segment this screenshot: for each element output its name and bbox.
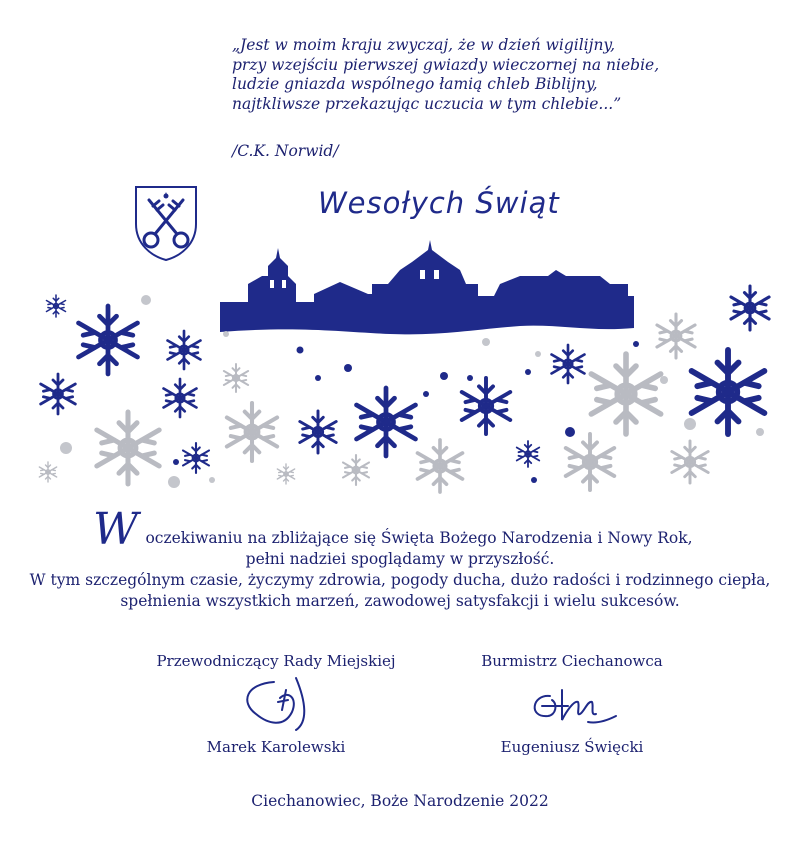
signatory-name: Eugeniusz Święcki: [500, 738, 644, 756]
greeting-title: Wesołych Świąt: [318, 186, 560, 220]
wish-line: W tym szczególnym czasie, życzymy zdrowia, pogody ducha, dużo radości i rodzinnego ciepła,: [29, 571, 771, 589]
handwritten-signature: [226, 672, 326, 736]
signatory-role: Przewodniczący Rady Miejskiej: [156, 652, 396, 670]
quote-line: przy wzejściu pierwszej gwiazdy wieczornej na niebie,: [232, 55, 660, 74]
signatory-role: Burmistrz Ciechanowca: [481, 652, 663, 670]
quote-line: ludzie gniazda wspólnego łamią chleb Biblijny,: [232, 75, 598, 93]
winter-skyline-illustration: [0, 236, 800, 496]
quote-author: /C.K. Norwid/: [232, 142, 339, 160]
wish-line: oczekiwaniu na zbliżające się Święta Bożego Narodzenia i Nowy Rok,: [145, 529, 693, 547]
wish-line: spełnienia wszystkich marzeń, zawodowej satysfakcji i wielu sukcesów.: [120, 592, 680, 610]
norwid-quote: [232, 36, 659, 114]
place-and-date: Ciechanowiec, Boże Narodzenie 2022: [251, 792, 549, 810]
quote-line: „Jest w moim kraju zwyczaj, że w dzień wigilijny,: [232, 36, 616, 54]
holiday-wishes: [0, 528, 800, 612]
signature-block-mayor: [412, 652, 732, 756]
signature-block-council-chair: [116, 652, 436, 756]
wish-line: pełni nadziei spoglądamy w przyszłość.: [245, 550, 555, 568]
signatory-name: Marek Karolewski: [206, 738, 346, 756]
handwritten-signature: [522, 672, 622, 736]
quote-line: najtkliwsze przekazując uczucia w tym chlebie...”: [232, 94, 622, 113]
wish-dropcap: W: [93, 504, 139, 555]
